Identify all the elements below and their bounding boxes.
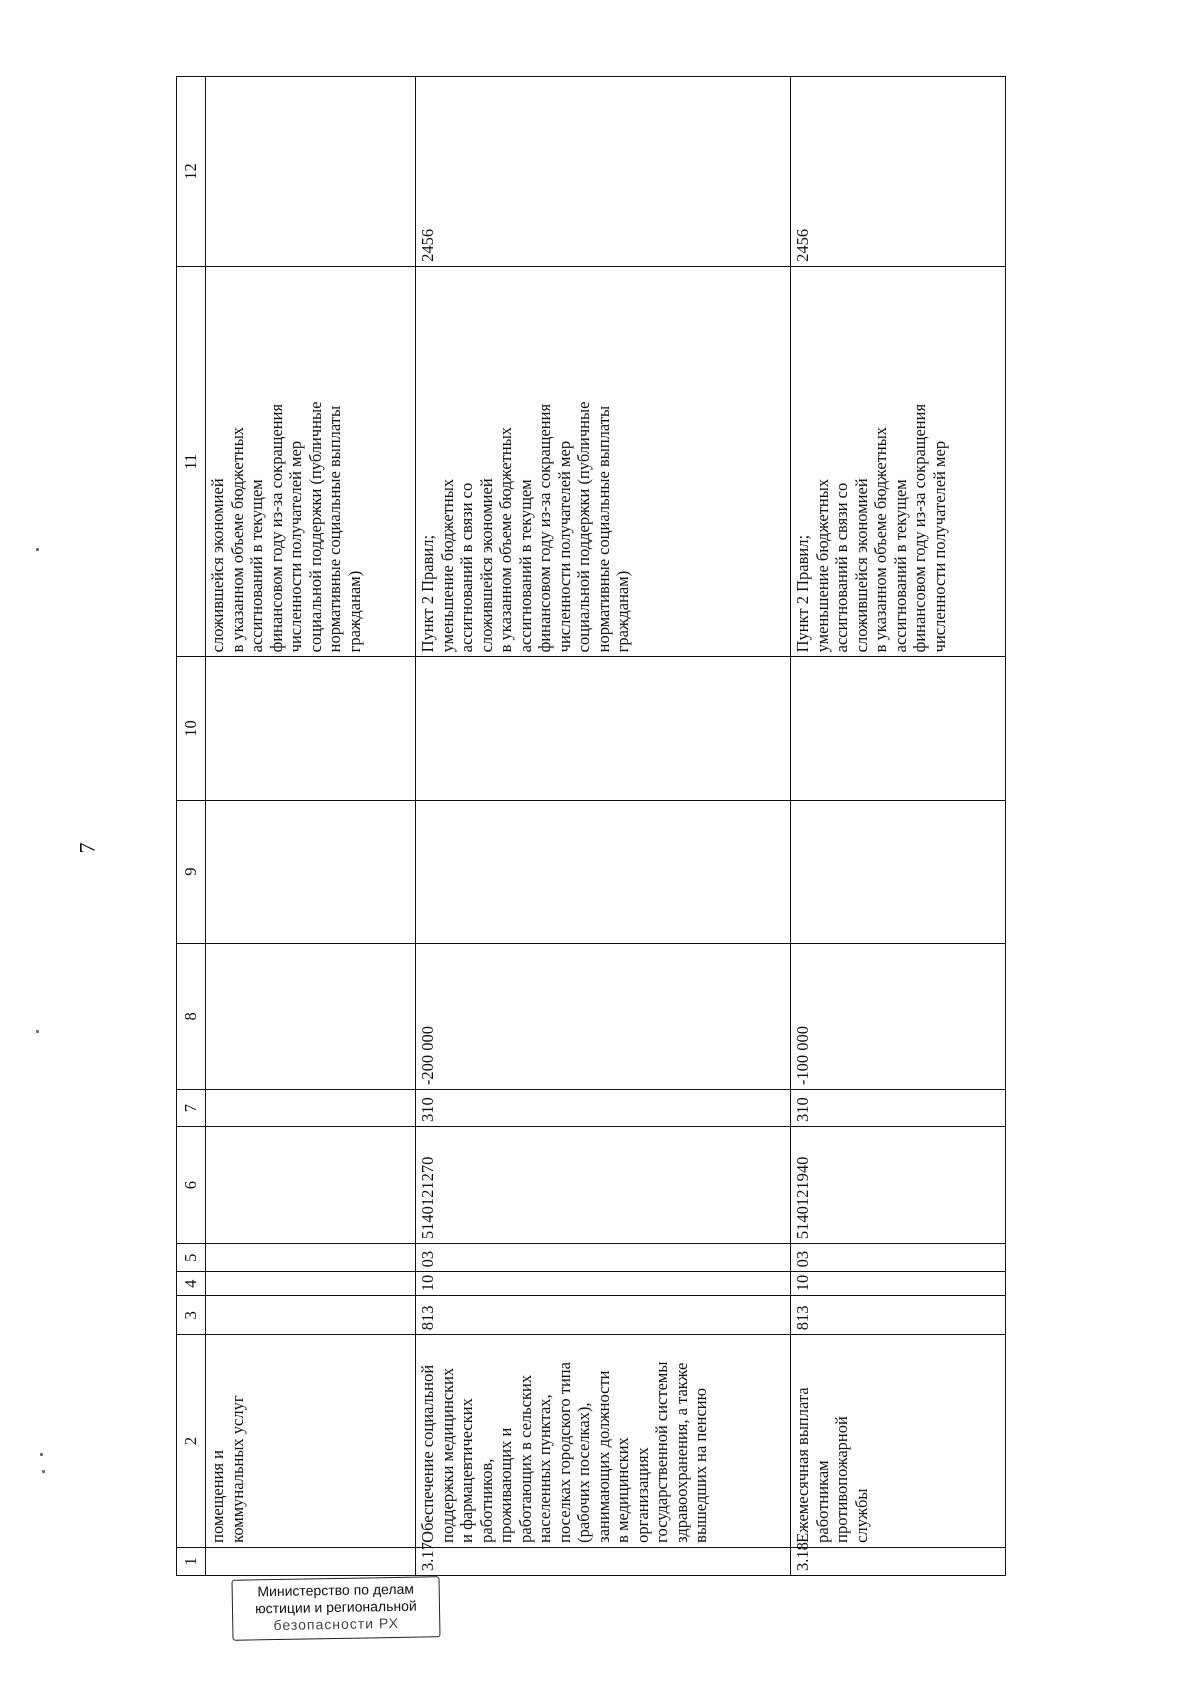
col-header-10: 10 (177, 657, 206, 800)
cell-c5: 03 (791, 1244, 1006, 1272)
ministry-stamp (231, 1576, 440, 1641)
col-header-2: 2 (177, 1335, 206, 1548)
cell-c3: 813 (791, 1296, 1006, 1335)
cell-c9 (416, 800, 791, 943)
col-header-4: 4 (177, 1272, 206, 1296)
scan-speck (36, 1030, 39, 1033)
scan-speck (42, 1470, 45, 1473)
cell-c12: 2456 (416, 77, 791, 267)
table-row (416, 77, 791, 1576)
cell-c5 (206, 1244, 416, 1272)
row-name: Ежемесячная выплата работникам противопожарной службы (791, 1335, 1006, 1548)
cell-c8: -200 000 (416, 943, 791, 1089)
col-header-9: 9 (177, 800, 206, 943)
scan-speck (40, 1453, 43, 1456)
stamp-line-3: безопасности РХ (273, 1614, 400, 1634)
scan-speck (36, 548, 39, 551)
cell-c4: 10 (416, 1272, 791, 1296)
cell-c7: 310 (416, 1090, 791, 1127)
cell-c8 (206, 943, 416, 1089)
col-header-5: 5 (177, 1244, 206, 1272)
cell-c3: 813 (416, 1296, 791, 1335)
cell-c4: 10 (791, 1272, 1006, 1296)
col-header-1: 1 (177, 1547, 206, 1575)
budget-table-rotated (176, 76, 1046, 1576)
cell-c10 (416, 657, 791, 800)
cell-justification: Пункт 2 Правил; уменьшение бюджетных ассигнований в связи со сложившейся экономией в указанном объеме бюджетных ассигнований в текущем финансовом году из-за сокращения численности получателей мер (791, 266, 1006, 656)
row-number (206, 1547, 416, 1575)
cell-c12 (206, 77, 416, 267)
cell-justification: Пункт 2 Правил; уменьшение бюджетных ассигнований в связи со сложившейся экономией в указанном объеме бюджетных ассигнований в текущем финансовом году из-за сокращения численности получателей мер социальной поддержки (публичные нормативные социальные выплаты гражданам) (416, 266, 791, 656)
table-row (206, 77, 416, 1576)
cell-justification: сложившейся экономией в указанном объеме бюджетных ассигнований в текущем финансовом году из-за сокращения численности получателей мер социальной поддержки (публичные нормативные социальные выплаты гражданам) (206, 266, 416, 656)
col-header-6: 6 (177, 1127, 206, 1244)
cell-c7: 310 (791, 1090, 1006, 1127)
cell-c12: 2456 (791, 77, 1006, 267)
budget-table (176, 76, 1006, 1576)
cell-c6: 5140121270 (416, 1127, 791, 1244)
cell-c4 (206, 1272, 416, 1296)
cell-c10 (206, 657, 416, 800)
stamp-line-2: юстиции и региональной (255, 1597, 417, 1617)
header-row (177, 77, 206, 1576)
page-number: 7 (74, 842, 100, 854)
cell-c9 (791, 800, 1006, 943)
stamp-line-1: Министерство по делам (257, 1580, 415, 1600)
table-row (791, 77, 1006, 1576)
cell-c6: 5140121940 (791, 1127, 1006, 1244)
cell-c9 (206, 800, 416, 943)
col-header-3: 3 (177, 1296, 206, 1335)
row-number: 3.17 (416, 1547, 791, 1575)
cell-c7 (206, 1090, 416, 1127)
col-header-7: 7 (177, 1090, 206, 1127)
cell-c8: -100 000 (791, 943, 1006, 1089)
cell-c6 (206, 1127, 416, 1244)
col-header-8: 8 (177, 943, 206, 1089)
row-name: помещения и коммунальных услуг (206, 1335, 416, 1548)
row-number: 3.18 (791, 1547, 1006, 1575)
col-header-12: 12 (177, 77, 206, 267)
cell-c3 (206, 1296, 416, 1335)
row-name: Обеспечение социальной поддержки медицинских и фармацевтических работников, проживающих и работающих в сельских населенных пунктах, поселках городского типа (рабочих поселках), занимающих должности в медицинских организациях государственной системы здравоохранения, а также вышедших на пенсию (416, 1335, 791, 1548)
cell-c10 (791, 657, 1006, 800)
col-header-11: 11 (177, 266, 206, 656)
cell-c5: 03 (416, 1244, 791, 1272)
